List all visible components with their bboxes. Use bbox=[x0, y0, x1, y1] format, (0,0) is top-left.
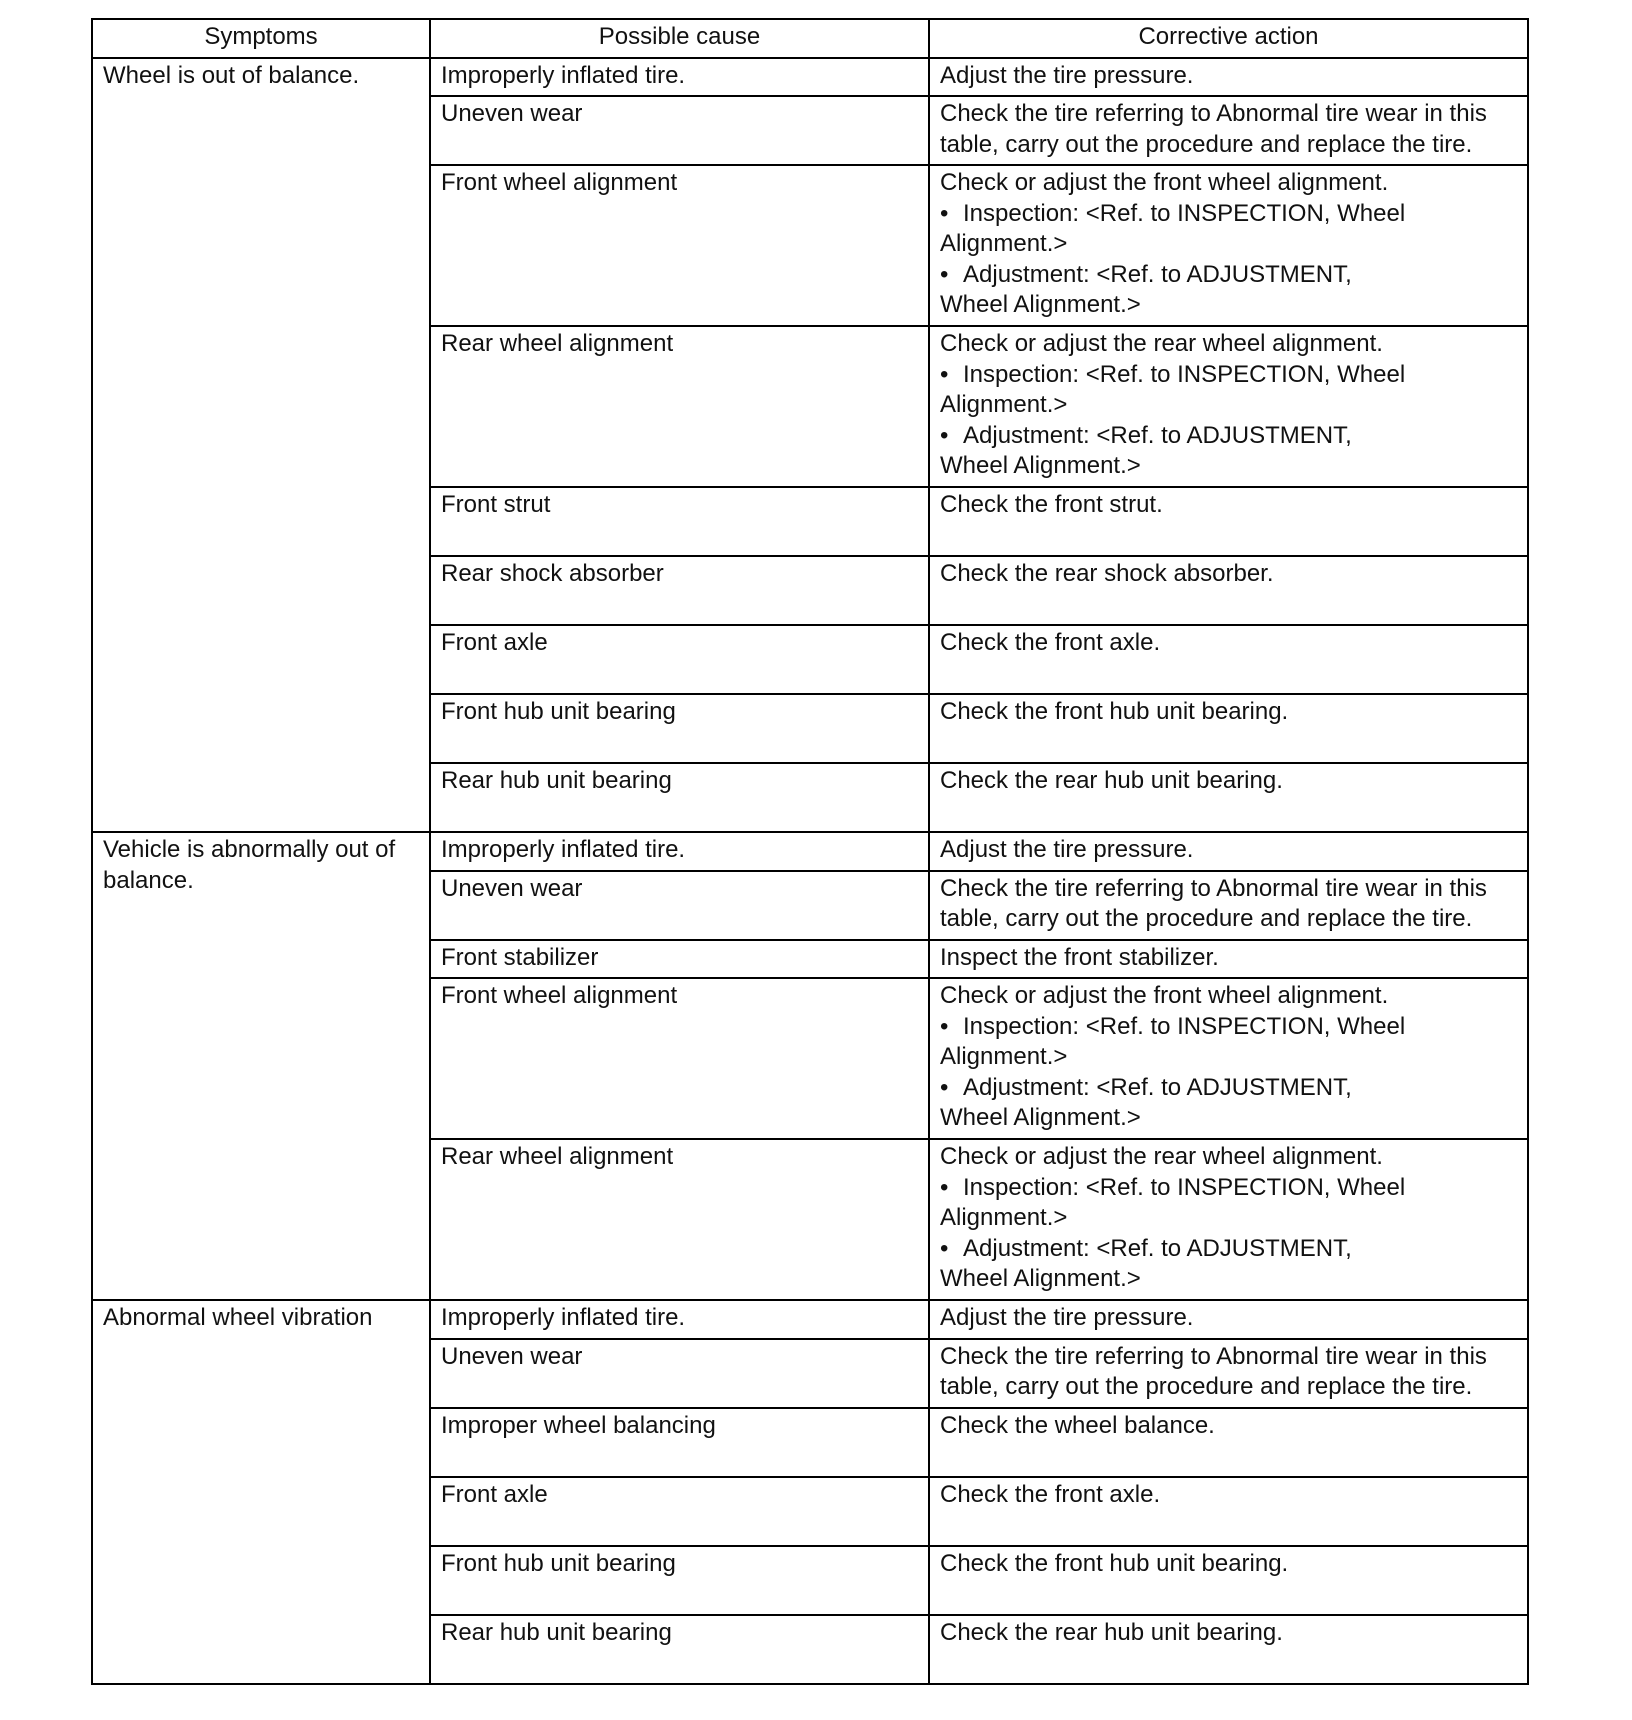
action-text: Check the wheel balance. bbox=[940, 1411, 1215, 1439]
action-text: Inspection: <Ref. to INSPECTION, Wheel bbox=[963, 1173, 1406, 1201]
symptom-cell bbox=[92, 1300, 430, 1684]
action-text: Check or adjust the front wheel alignment. bbox=[940, 169, 1389, 196]
cause-cell: Front axle bbox=[430, 625, 929, 694]
action-bullet-item bbox=[940, 1073, 1517, 1104]
action-text: Check or adjust the front wheel alignment. bbox=[940, 982, 1389, 1009]
action-bullet-item bbox=[940, 360, 1517, 391]
cause-cell: Rear wheel alignment bbox=[430, 326, 929, 487]
action-text: Alignment.> bbox=[940, 391, 1068, 418]
bullet-icon: • bbox=[940, 1012, 949, 1040]
action-cell bbox=[929, 1139, 1528, 1300]
action-bullet-item bbox=[940, 260, 1517, 291]
cause-cell: Front wheel alignment bbox=[430, 978, 929, 1139]
cause-cell: Uneven wear bbox=[430, 1339, 929, 1408]
action-text: Check the tire referring to Abnormal tire wear in this bbox=[940, 100, 1487, 127]
cause-cell: Uneven wear bbox=[430, 96, 929, 165]
action-text: Check the front axle. bbox=[940, 1480, 1161, 1508]
cause-cell: Improperly inflated tire. bbox=[430, 832, 929, 871]
bullet-icon: • bbox=[940, 1173, 949, 1201]
cause-cell: Improper wheel balancing bbox=[430, 1408, 929, 1477]
action-text: Adjust the tire pressure. bbox=[940, 61, 1194, 89]
action-bullet-item bbox=[940, 1012, 1517, 1043]
action-text: Wheel Alignment.> bbox=[940, 452, 1141, 479]
action-text: table, carry out the procedure and replace the tire. bbox=[940, 1373, 1473, 1400]
action-text: Alignment.> bbox=[940, 230, 1068, 257]
cause-cell: Front stabilizer bbox=[430, 940, 929, 979]
cause-cell: Front axle bbox=[430, 1477, 929, 1546]
action-text: Check or adjust the rear wheel alignment. bbox=[940, 1143, 1383, 1170]
table-row bbox=[92, 1300, 1528, 1339]
action-bullet-item bbox=[940, 1173, 1517, 1204]
action-cell bbox=[929, 556, 1528, 625]
action-text: Adjust the tire pressure. bbox=[940, 1304, 1194, 1331]
symptom-cell bbox=[92, 58, 430, 833]
action-text: Adjustment: <Ref. to ADJUSTMENT, bbox=[963, 1073, 1352, 1101]
bullet-icon: • bbox=[940, 199, 949, 227]
action-bullet-item bbox=[940, 199, 1517, 230]
action-text: Check the front hub unit bearing. bbox=[940, 698, 1289, 725]
header-row bbox=[92, 19, 1528, 58]
action-cell bbox=[929, 1339, 1528, 1408]
action-cell bbox=[929, 1408, 1528, 1477]
action-cell bbox=[929, 978, 1528, 1139]
symptom-text: Wheel is out of balance. bbox=[103, 61, 360, 89]
action-cell bbox=[929, 763, 1528, 832]
action-cell bbox=[929, 1477, 1528, 1546]
cause-cell: Rear hub unit bearing bbox=[430, 1615, 929, 1684]
header-possible-cause: Possible cause bbox=[430, 19, 929, 58]
action-cell bbox=[929, 1546, 1528, 1615]
action-cell bbox=[929, 940, 1528, 979]
cause-cell: Improperly inflated tire. bbox=[430, 58, 929, 97]
action-text: Check the rear hub unit bearing. bbox=[940, 767, 1283, 794]
action-cell bbox=[929, 694, 1528, 763]
action-cell bbox=[929, 1615, 1528, 1684]
symptom-cell bbox=[92, 832, 430, 1300]
cause-cell: Improperly inflated tire. bbox=[430, 1300, 929, 1339]
action-text: Inspect the front stabilizer. bbox=[940, 943, 1219, 971]
table-row bbox=[92, 58, 1528, 97]
action-text: Adjustment: <Ref. to ADJUSTMENT, bbox=[963, 260, 1352, 288]
action-text: Alignment.> bbox=[940, 1204, 1068, 1231]
cause-cell: Rear hub unit bearing bbox=[430, 763, 929, 832]
bullet-icon: • bbox=[940, 1234, 949, 1262]
action-text: Check the front axle. bbox=[940, 629, 1161, 656]
action-cell bbox=[929, 58, 1528, 97]
action-text: Check the tire referring to Abnormal tire wear in this bbox=[940, 874, 1487, 902]
action-text: table, carry out the procedure and replace the tire. bbox=[940, 905, 1473, 932]
action-cell bbox=[929, 1300, 1528, 1339]
cause-cell: Front strut bbox=[430, 487, 929, 556]
action-bullet-item bbox=[940, 421, 1517, 452]
action-cell bbox=[929, 165, 1528, 326]
action-text: Wheel Alignment.> bbox=[940, 1265, 1141, 1292]
action-cell bbox=[929, 96, 1528, 165]
action-text: Adjustment: <Ref. to ADJUSTMENT, bbox=[963, 1234, 1352, 1262]
cause-cell: Front hub unit bearing bbox=[430, 694, 929, 763]
action-text: Alignment.> bbox=[940, 1043, 1068, 1070]
action-text: Inspection: <Ref. to INSPECTION, Wheel bbox=[963, 360, 1406, 388]
action-text: Check the rear shock absorber. bbox=[940, 560, 1274, 587]
action-text: Wheel Alignment.> bbox=[940, 1104, 1141, 1131]
action-bullet-item bbox=[940, 1234, 1517, 1265]
action-cell bbox=[929, 832, 1528, 871]
cause-cell: Rear shock absorber bbox=[430, 556, 929, 625]
action-text: table, carry out the procedure and replace the tire. bbox=[940, 130, 1473, 158]
cause-cell: Uneven wear bbox=[430, 871, 929, 940]
action-text: Check or adjust the rear wheel alignment. bbox=[940, 330, 1383, 357]
action-cell bbox=[929, 625, 1528, 694]
header-symptoms: Symptoms bbox=[92, 19, 430, 58]
bullet-icon: • bbox=[940, 421, 949, 449]
cause-cell: Front hub unit bearing bbox=[430, 1546, 929, 1615]
action-text: Adjust the tire pressure. bbox=[940, 836, 1194, 863]
header-corrective-action: Corrective action bbox=[929, 19, 1528, 58]
action-text: Inspection: <Ref. to INSPECTION, Wheel bbox=[963, 199, 1406, 227]
action-text: Inspection: <Ref. to INSPECTION, Wheel bbox=[963, 1012, 1406, 1040]
troubleshooting-table bbox=[91, 18, 1529, 1685]
cause-cell: Front wheel alignment bbox=[430, 165, 929, 326]
action-text: Wheel Alignment.> bbox=[940, 291, 1141, 318]
action-cell bbox=[929, 487, 1528, 556]
action-text: Check the tire referring to Abnormal tire wear in this bbox=[940, 1342, 1487, 1370]
symptom-text: balance. bbox=[103, 866, 194, 894]
table-row bbox=[92, 832, 1528, 871]
bullet-icon: • bbox=[940, 1073, 949, 1101]
bullet-icon: • bbox=[940, 360, 949, 388]
action-cell bbox=[929, 326, 1528, 487]
symptom-text: Abnormal wheel vibration bbox=[103, 1304, 373, 1331]
action-text: Check the front hub unit bearing. bbox=[940, 1549, 1289, 1577]
action-text: Adjustment: <Ref. to ADJUSTMENT, bbox=[963, 421, 1352, 449]
symptom-text: Vehicle is abnormally out of bbox=[103, 836, 396, 863]
action-cell bbox=[929, 871, 1528, 940]
cause-cell: Rear wheel alignment bbox=[430, 1139, 929, 1300]
action-text: Check the front strut. bbox=[940, 491, 1163, 518]
action-text: Check the rear hub unit bearing. bbox=[940, 1618, 1283, 1646]
bullet-icon: • bbox=[940, 260, 949, 288]
